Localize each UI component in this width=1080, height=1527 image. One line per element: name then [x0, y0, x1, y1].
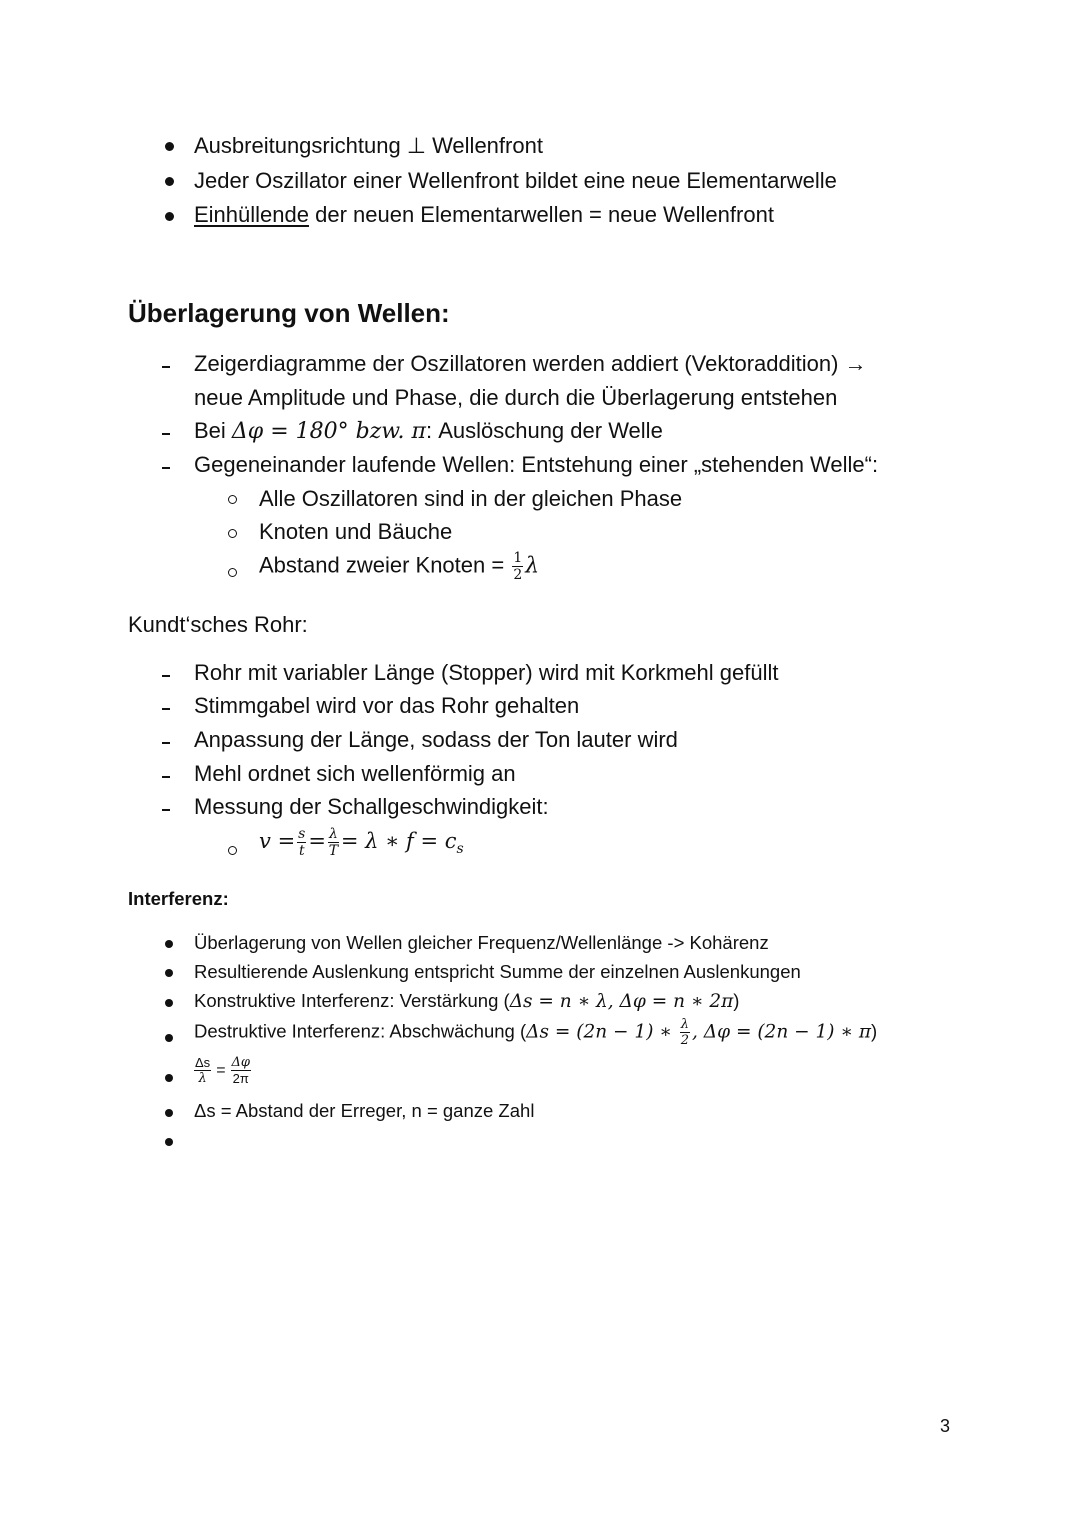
intro-item-3: Einhüllende der neuen Elementarwellen = neue Wellenfront [194, 202, 774, 227]
dash-marker [162, 809, 170, 811]
dash-marker [162, 433, 170, 435]
dash-marker [162, 675, 170, 677]
kundt-item-1: Rohr mit variabler Länge (Stopper) wird mit Korkmehl gefüllt [194, 660, 779, 685]
ueberlagerung-sub-2: Knoten und Bäuche [259, 519, 453, 544]
bullet [165, 142, 174, 151]
heading-kundt: Kundt‘sches Rohr: [128, 612, 308, 637]
ueberlagerung-item-3: Gegeneinander laufende Wellen: Entstehung einer „stehenden Welle“: [194, 452, 879, 477]
bullet [165, 177, 174, 186]
dash-marker [162, 366, 170, 368]
heading-ueberlagerung: Überlagerung von Wellen: [128, 298, 450, 328]
bullet [165, 212, 174, 221]
underlined-term: Einhüllende [194, 202, 309, 227]
bullet [165, 999, 173, 1007]
ueberlagerung-item-1-line-1: Zeigerdiagramme der Oszillatoren werden addiert (Vektoraddition) → [194, 351, 867, 376]
ueberlagerung-item-1-line-2: neue Amplitude und Phase, die durch die Überlagerung entstehen [194, 385, 838, 410]
dash-marker [162, 708, 170, 710]
dash-marker [162, 467, 170, 469]
circle-marker [228, 846, 237, 855]
bullet [165, 1074, 173, 1082]
fraction-one-half: $\frac{1}{2}$ [513, 550, 523, 583]
interferenz-item-1: Überlagerung von Wellen gleicher Frequenz/Wellenlänge -> Kohärenz [194, 932, 769, 953]
dash-marker [162, 742, 170, 744]
fraction-lambda-over-two: $\frac{\lambda}{2}$ [680, 1017, 690, 1048]
interferenz-item-2: Resultierende Auslenkung entspricht Summe der einzelnen Auslenkungen [194, 961, 801, 982]
heading-interferenz: Interferenz: [128, 888, 229, 909]
circle-marker [228, 495, 237, 504]
bullet [165, 940, 173, 948]
interferenz-item-6: Δs = Abstand der Erreger, n = ganze Zahl [194, 1100, 535, 1121]
intro-item-1: Ausbreitungsrichtung ⊥ Wellenfront [194, 133, 543, 158]
kundt-item-2: Stimmgabel wird vor das Rohr gehalten [194, 693, 580, 718]
ueberlagerung-item-2: Bei Δφ = 180° bzw. π: Auslöschung der Welle [194, 418, 663, 444]
interferenz-item-5: $\frac{\Delta s}{\lambda}$ = $\frac{\Delta\varphi}{2\pi}$ [195, 1055, 251, 1086]
fraction-lambda-over-T: $\frac{\lambda}{T}$ [328, 826, 339, 859]
intro-item-2: Jeder Oszillator einer Wellenfront bildet eine neue Elementarwelle [194, 168, 837, 193]
circle-marker [228, 529, 237, 538]
ueberlagerung-sub-3: Abstand zweier Knoten = $\frac{1}{2}$ λ [259, 550, 540, 583]
fraction-ds-over-lambda: $\frac{\Delta s}{\lambda}$ [195, 1055, 211, 1086]
ueberlagerung-sub-1: Alle Oszillatoren sind in der gleichen Phase [259, 486, 683, 511]
fraction-s-over-t: $\frac{s}{t}$ [298, 826, 306, 859]
page-number: 3 [940, 1416, 951, 1436]
fraction-dphi-over-2pi: $\frac{\Delta\varphi}{2\pi}$ [231, 1055, 251, 1086]
kundt-item-3: Anpassung der Länge, sodass der Ton lauter wird [194, 727, 678, 752]
phase-math: Δφ = 180° bzw. π [231, 419, 426, 444]
bullet [165, 969, 173, 977]
circle-marker [228, 568, 237, 577]
dash-marker [162, 776, 170, 778]
interferenz-item-3: Konstruktive Interferenz: Verstärkung (Δs = n ∗ λ, Δφ = n ∗ 2π) [194, 990, 740, 1012]
bullet [165, 1109, 173, 1117]
kundt-formula: v = $\frac{s}{t}$ = $\frac{\lambda}{T}$ = λ ∗ $f = c_s$ [259, 826, 464, 859]
kundt-item-4: Mehl ordnet sich wellenförmig an [194, 761, 516, 786]
empty-bullet [165, 1138, 173, 1146]
interferenz-item-4: Destruktive Interferenz: Abschwächung (Δs = (2n − 1) ∗ $\frac{\lambda}{2}$ , Δφ = (2n − 1) ∗ π) [194, 1017, 878, 1048]
bullet [165, 1034, 173, 1042]
kundt-item-5: Messung der Schallgeschwindigkeit: [194, 794, 549, 819]
